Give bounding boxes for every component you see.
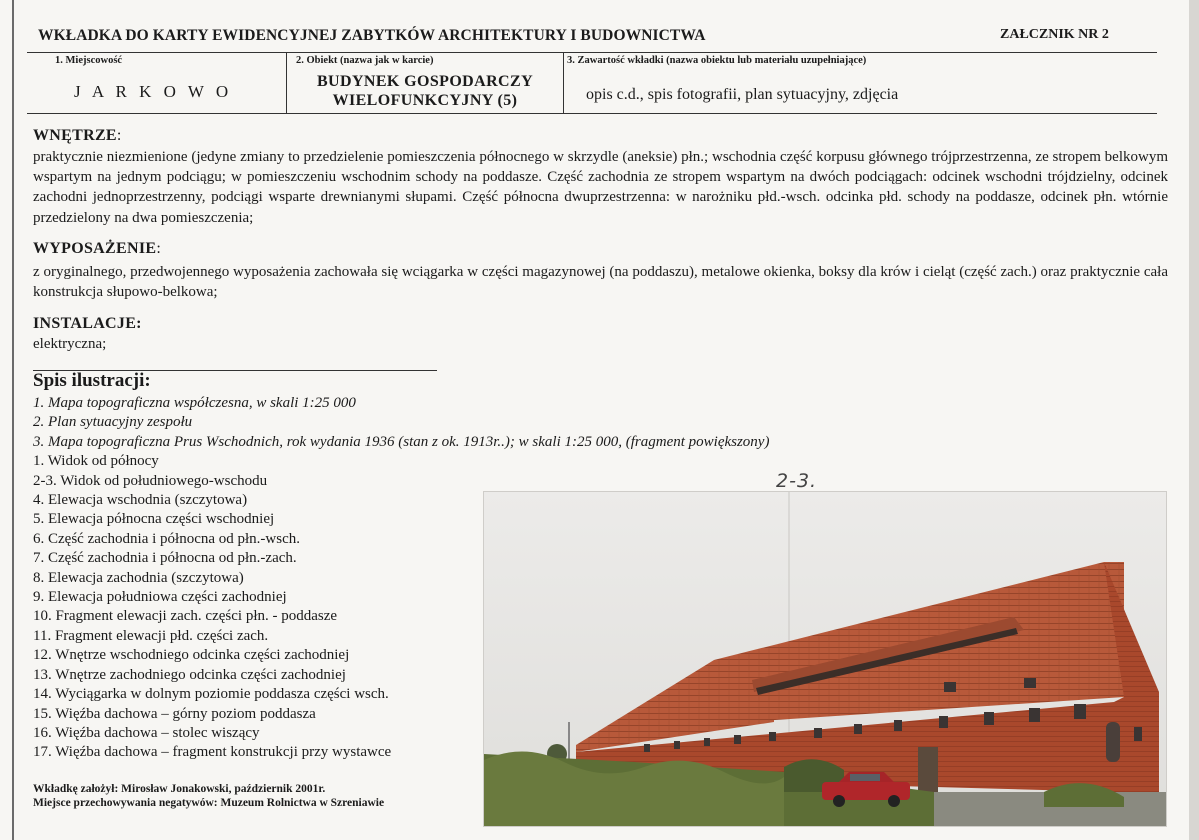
illustration-item: 10. Fragment elewacji zach. części płn. - poddasze [33,608,338,625]
object-label: 2. Obiekt (nazwa jak w karcie) [296,55,434,66]
illustration-item: 3. Mapa topograficzna Prus Wschodnich, rok wydania 1936 (stan z ok. 1913r..); w skali 1:25 000, (fragment powiększony) [33,433,770,450]
negatives-note: Miejsce przechowywania negatywów: Muzeum Rolnictwa w Szreniawie [33,797,385,809]
illustrations-heading: Spis ilustracji: [33,370,151,391]
object-value-line1: BUDYNEK GOSPODARCZY [316,73,534,90]
locality-label: 1. Miejscowość [55,55,123,66]
author-note: Wkładkę założył: Mirosław Jonakowski, październik 2001r. [33,783,326,795]
equipment-heading: WYPOSAŻENIE: [33,240,162,257]
barn-door [918,747,938,792]
contents-value: opis c.d., spis fotografii, plan sytuacyjny, zdjęcia [586,86,899,103]
illustration-item: 1. Mapa topograficzna współczesna, w skali 1:25 000 [33,395,356,411]
illustration-item: 6. Część zachodnia i północna od płn.-wsch. [33,530,301,547]
interior-heading: WNĘTRZE: [33,127,122,144]
object-value [290,72,560,110]
gable-window [1134,727,1142,741]
scan-edge-right [1189,0,1199,840]
illustration-item: 11. Fragment elewacji płd. części zach. [33,627,269,644]
handwritten-photo-label: 2-3. [776,470,818,492]
table-bottom-rule [27,113,1157,114]
illustration-item: 13. Wnętrze zachodniego odcinka części zachodniej [33,666,346,683]
interior-heading-text: WNĘTRZE [33,127,117,144]
illustration-item: 12. Wnętrze wschodniego odcinka części zachodniej [33,647,350,664]
interior-text: praktycznie niezmienione (jedyne zmiany to przedzielenie pomieszczenia północnego w skrzydle (aneksie) płn.; wschodnia część korpusu głównego trójprzestrzenna, ze stropem belkowym wspartym na jednym podciągu; w pomieszczeniu wschodnim schody na poddasze. Część zachodnia ze stropem wspartym na dwóch podciągach: odcinek wschodni trójdzielny, odcinek zachodni jednoprzestrzenny, podciągi wsparte drewnianymi słupami. Część północna dwuprzestrzenna: w narożniku płd.-wsch. odcinka płd. schody na poddasze, odcinek płn. wtórnie przedzielony na dwa pomieszczenia; [33,149,1168,226]
table-divider-2 [563,52,564,113]
illustration-item: 2-3. Widok od południowego-wschodu [33,472,268,489]
table-divider-1 [286,52,287,113]
illustration-item: 8. Elewacja zachodnia (szczytowa) [33,569,244,586]
document-title: WKŁADKA DO KARTY EWIDENCYJNEJ ZABYTKÓW ARCHITEKTURY I BUDOWNICTWA [38,27,706,44]
installations-text: elektryczna; [33,336,107,352]
table-top-rule [27,52,1157,53]
barn-photo-drawing [484,492,1166,826]
illustration-item: 5. Elewacja północna części wschodniej [33,511,275,528]
gable-door [1106,722,1120,762]
barn-photo [484,492,1166,826]
annex-number: ZAŁCZNIK NR 2 [1000,27,1109,42]
equipment-heading-text: WYPOSAŻENIE [33,240,157,257]
contents-label: 3. Zawartość wkładki (nazwa obiektu lub materiału uzupełniające) [567,55,867,66]
locality-value: J A R K O W O [74,82,233,101]
installations-heading: INSTALACJE: [33,315,142,332]
illustration-item: 15. Więźba dachowa – górny poziom poddasza [33,705,316,722]
illustration-item: 1. Widok od północy [33,453,159,470]
illustration-item: 16. Więźba dachowa – stolec wiszący [33,724,260,741]
illustration-item: 9. Elewacja południowa części zachodniej [33,589,287,606]
equipment-text: z oryginalnego, przedwojennego wyposażenia zachowała się wciągarka w części magazynowej (na poddaszu), metalowe okienka, boksy dla krów i cieląt (część zach.) oraz praktycznie cała konstrukcja słupowo-belkowa; [33,264,1168,301]
illustration-item: 4. Elewacja wschodnia (szczytowa) [33,492,248,509]
illustration-item: 14. Wyciągarka w dolnym poziomie poddasza części wsch. [33,686,389,703]
scan-edge-left [12,0,14,840]
illustration-item: 7. Część zachodnia i północna od płn.-zach. [33,550,297,567]
object-value-line2: WIELOFUNKCYJNY (5) [332,92,518,109]
illustration-item: 2. Plan sytuacyjny zespołu [33,414,193,431]
illustration-item: 17. Więźba dachowa – fragment konstrukcji przy wystawce [33,744,392,761]
